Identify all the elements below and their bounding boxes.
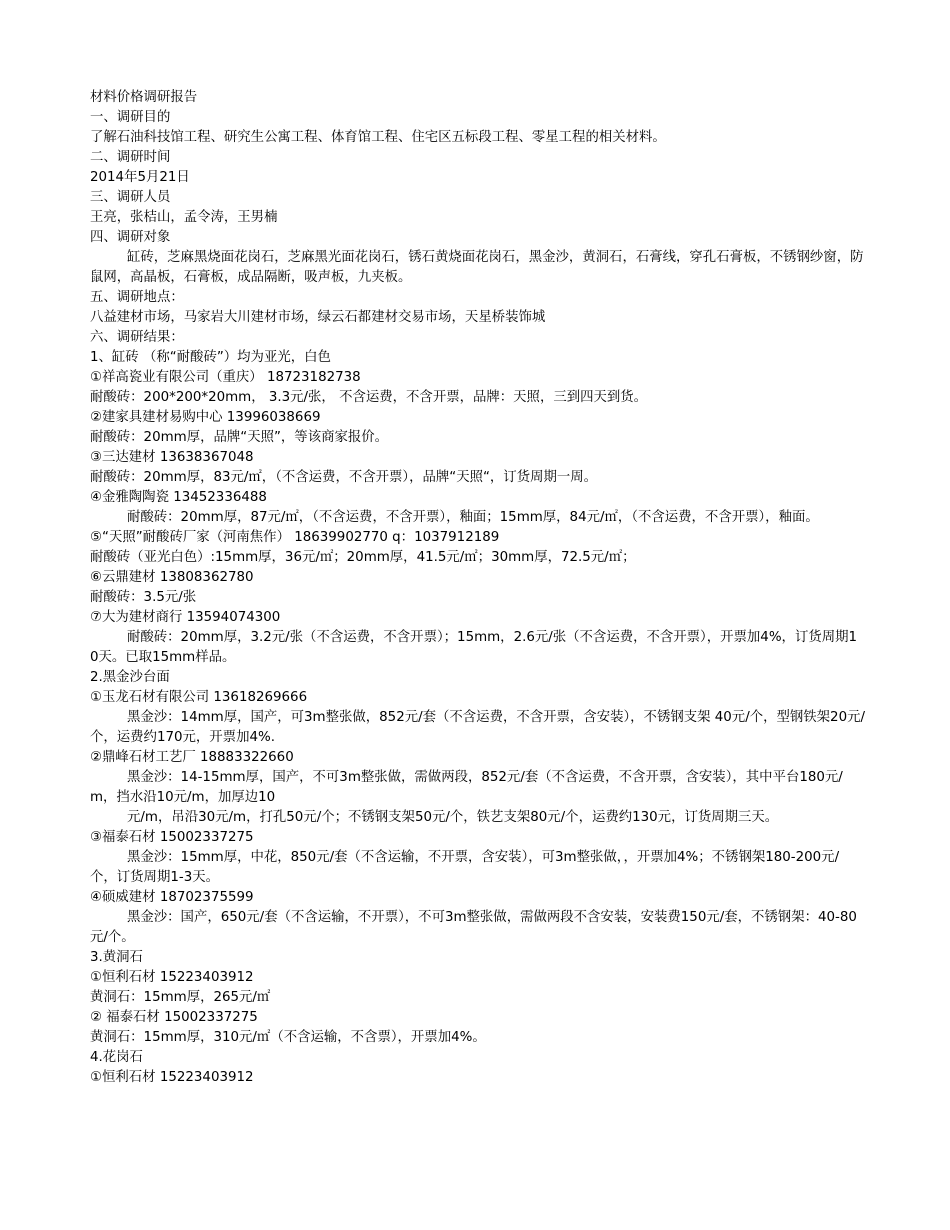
doc-line: 黑金沙：国产，650元/套（不含运输，不开票），不可3m整张做，需做两段不含安装，安装费150元/套，不锈钢架：40-80元/个。	[90, 910, 857, 945]
doc-line: 黄洞石：15mm厚，265元/㎡	[90, 990, 271, 1005]
doc-line: 八益建材市场，马家岩大川建材市场，绿云石都建材交易市场，天星桥装饰城	[90, 310, 546, 325]
doc-line: ①恒利石材 15223403912	[90, 1070, 254, 1085]
doc-line: 了解石油科技馆工程、研究生公寓工程、体育馆工程、住宅区五标段工程、零星工程的相关材料。	[90, 130, 666, 145]
doc-line: 黑金沙：14mm厚，国产，可3m整张做，852元/套（不含运费，不含开票，含安装），不锈钢支架 40元/个，型钢铁架20元/个，运费约170元，开票加4%.	[90, 710, 865, 745]
doc-line: ③三达建材 13638367048	[90, 450, 254, 465]
doc-line: 耐酸砖：20mm厚，3.2元/张（不含运费，不含开票）；15mm，2.6元/张（不含运费，不含开票），开票加4%，订货周期10天。已取15mm样品。	[90, 630, 858, 665]
doc-line: ①祥高瓷业有限公司（重庆） 18723182738	[90, 370, 361, 385]
doc-line: 耐酸砖：20mm厚，品牌“天照”，等该商家报价。	[90, 430, 389, 445]
doc-line: 六、调研结果：	[90, 330, 184, 345]
doc-line: 耐酸砖：3.5元/张	[90, 590, 197, 605]
doc-line: ④金雅陶陶瓷 13452336488	[90, 490, 267, 505]
doc-line: 四、调研对象	[90, 230, 171, 245]
doc-line: ② 福泰石材 15002337275	[90, 1010, 258, 1025]
doc-line: 一、调研目的	[90, 110, 171, 125]
doc-line: 3.黄洞石	[90, 950, 143, 965]
doc-line: 耐酸砖：20mm厚，83元/㎡，（不含运费，不含开票），品牌“天照“，订货周期一周。	[90, 470, 598, 485]
doc-line: 五、调研地点：	[90, 290, 184, 305]
doc-line: 2014年5月21日	[90, 170, 190, 185]
doc-line: 黑金沙：15mm厚，中花，850元/套（不含运输，不开票，含安装），可3m整张做，，开票加4%；不锈钢架180-200元/个，订货周期1-3天。	[90, 850, 840, 885]
doc-line: 1、缸砖 （称“耐酸砖”）均为亚光，白色	[90, 350, 331, 365]
doc-line: ⑤“天照”耐酸砖厂家（河南焦作） 18639902770 q：1037912189	[90, 530, 500, 545]
doc-line: 王亮，张桔山，孟令涛，王男楠	[90, 210, 278, 225]
doc-line: ④硕威建材 18702375599	[90, 890, 254, 905]
doc-line: ③福泰石材 15002337275	[90, 830, 254, 845]
doc-line: 耐酸砖（亚光白色）:15mm厚，36元/㎡；20mm厚，41.5元/㎡；30mm厚，72.5元/㎡；	[90, 550, 636, 565]
doc-lines	[90, 108, 865, 1088]
doc-line: 元/m，吊沿30元/m，打孔50元/个；不锈钢支架50元/个，铁艺支架80元/个，运费约130元，订货周期三天。	[127, 810, 779, 825]
doc-line: 耐酸砖：20mm厚，87元/㎡，（不含运费，不含开票），釉面；15mm厚，84元/㎡，（不含运费，不含开票），釉面。	[127, 510, 819, 525]
doc-line: ⑥云鼎建材 13808362780	[90, 570, 254, 585]
doc-line: 4.花岗石	[90, 1050, 143, 1065]
doc-line: 黑金沙：14-15mm厚，国产，不可3m整张做，需做两段，852元/套（不含运费，不含开票，含安装），其中平台180元/m，挡水沿10元/m，加厚边10	[90, 770, 843, 805]
doc-line: 二、调研时间	[90, 150, 171, 165]
doc-line: 缸砖，芝麻黑烧面花岗石，芝麻黑光面花岗石，锈石黄烧面花岗石，黑金沙，黄洞石，石膏线，穿孔石膏板，不锈钢纱窗，防鼠网，高晶板，石膏板，成品隔断，吸声板，九夹板。	[90, 250, 864, 285]
doc-line: 三、调研人员	[90, 190, 171, 205]
doc-title: 材料价格调研报告	[90, 90, 198, 105]
doc-line: 黄洞石：15mm厚，310元/㎡（不含运输，不含票），开票加4%。	[90, 1030, 486, 1045]
doc-line: 耐酸砖：200*200*20mm， 3.3元/张， 不含运费，不含开票，品牌：天照，三到四天到货。	[90, 390, 648, 405]
document-body	[90, 88, 865, 1088]
doc-line: ②建家具建材易购中心 13996038669	[90, 410, 321, 425]
doc-line: ①恒利石材 15223403912	[90, 970, 254, 985]
doc-line: 2.黑金沙台面	[90, 670, 170, 685]
doc-line: ②鼎峰石材工艺厂 18883322660	[90, 750, 294, 765]
doc-line: ①玉龙石材有限公司 13618269666	[90, 690, 308, 705]
doc-line: ⑦大为建材商行 13594074300	[90, 610, 281, 625]
